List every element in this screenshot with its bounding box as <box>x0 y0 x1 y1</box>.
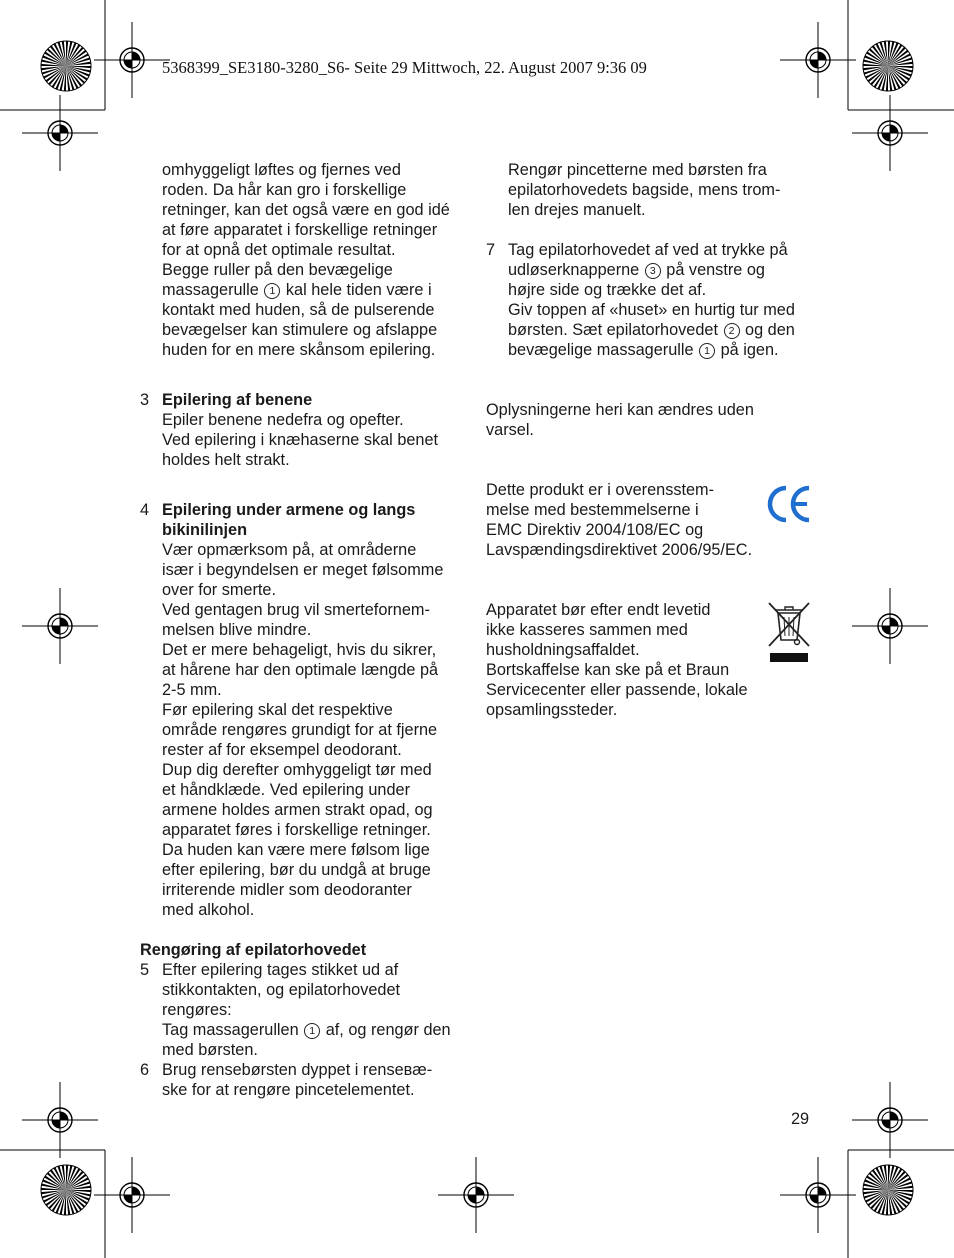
text-line: holdes helt strakt. <box>162 451 290 469</box>
print-slug: 5368399_SE3180-3280_S6- Seite 29 Mittwoch, 22. August 2007 9:36 09 <box>162 58 647 77</box>
text-line: Brug rensebørsten dyppet i renseвæ- <box>162 1061 433 1079</box>
starburst-target-icon <box>41 1165 91 1215</box>
text-line: roden. Da hår kan gro i forskellige <box>162 181 407 199</box>
text-line: rengøres: <box>162 1001 232 1019</box>
text-line: 2-5 mm. <box>162 681 222 699</box>
text-line: Tag epilatorhovedet af ved at trykke på <box>508 241 788 259</box>
text-line: husholdningsaffaldet. <box>486 641 640 659</box>
text-line: over for smerte. <box>162 581 277 599</box>
text-line: Da huden kan være mere følsom lige <box>162 841 430 859</box>
change-notice <box>486 400 816 440</box>
registration-mark-icon <box>852 1082 928 1158</box>
section-title: Epilering af benene <box>162 391 313 409</box>
registration-mark-icon <box>22 95 98 171</box>
text-line: Lavspændingsdirektivet 2006/95/EC. <box>486 541 753 559</box>
text-line: for at opnå det optimale resultat. <box>162 241 396 259</box>
ce-mark-icon <box>766 484 812 524</box>
registration-mark-icon <box>852 95 928 171</box>
text-line: at føre apparatet i forskellige retninger <box>162 221 438 239</box>
text-line: massagerulle 1 kal hele tiden være i <box>162 281 432 299</box>
text-line: Efter epilering tages stikket ud af <box>162 961 399 979</box>
text-line: børsten. Sæt epilatorhovedet 2 og den <box>508 321 795 339</box>
cleaning-heading: Rengøring af epilatorhovedet <box>140 941 367 959</box>
text-line: bevægelser kan stimulere og afslappe <box>162 321 438 339</box>
text-line: Apparatet bør efter endt levetid <box>486 601 711 619</box>
text-line: Servicecenter eller passende, lokale <box>486 681 748 699</box>
starburst-target-icon <box>863 1165 913 1215</box>
text-line: ikke kasseres sammen med <box>486 621 688 639</box>
section-title: bikinilinjen <box>162 521 248 539</box>
text-line: len drejes manuelt. <box>508 201 646 219</box>
text-line: Ved epilering i knæhaserne skal benet <box>162 431 439 449</box>
registration-mark-icon <box>780 1157 856 1233</box>
step-6 <box>140 1060 470 1100</box>
text-line: Oplysningerne heri kan ændres uden <box>486 401 754 419</box>
crossed-wheelie-bin-icon <box>766 600 812 666</box>
step-number: 5 <box>140 961 150 979</box>
text-line: EMC Direktiv 2004/108/EC og <box>486 521 704 539</box>
text-line: Vær opmærksom på, at områderne <box>162 541 417 559</box>
text-line: Tag massagerullen 1 af, og rengør den <box>162 1021 451 1039</box>
starburst-target-icon <box>41 41 91 91</box>
starburst-target-icon <box>863 41 913 91</box>
text-line: at hårene har den optimale længde på <box>162 661 439 679</box>
section-title: Epilering under armene og langs <box>162 501 416 519</box>
text-line: epilatorhovedets bagside, mens trom- <box>508 181 781 199</box>
left-column <box>140 160 470 1100</box>
text-line: opsamlingssteder. <box>486 701 618 719</box>
text-line: med børsten. <box>162 1041 258 1059</box>
text-line: bevægelige massagerulle 1 på igen. <box>508 341 779 359</box>
text-line: Giv toppen af «huset» en hurtig tur med <box>508 301 795 319</box>
text-line: område rengøres grundigt for at fjerne <box>162 721 438 739</box>
text-line: Før epilering skal det respektive <box>162 701 393 719</box>
step-number: 6 <box>140 1061 150 1079</box>
step-number: 3 <box>140 391 150 409</box>
text-line: højre side og trække det af. <box>508 281 707 299</box>
text-line: melse med bestemmelserne i <box>486 501 699 519</box>
text-line: Dette produkt er i overensstem- <box>486 481 715 499</box>
text-line: melsen blive mindre. <box>162 621 312 639</box>
continued-paragraph <box>140 160 470 360</box>
section-legs <box>140 390 470 470</box>
registration-mark-icon <box>852 588 928 664</box>
text-line: udløserknapperne 3 på venstre og <box>508 261 765 279</box>
registration-mark-icon <box>22 1082 98 1158</box>
text-line: især i begyndelsen er meget følsomme <box>162 561 444 579</box>
circled-number: 2 <box>724 323 740 339</box>
circled-number: 1 <box>304 1023 320 1039</box>
text-line: irriterende midler som deodoranter <box>162 881 412 899</box>
circled-number: 1 <box>264 283 280 299</box>
text-line: apparatet føres i forskellige retninger. <box>162 821 431 839</box>
text-line: Det er mere behageligt, hvis du sikrer, <box>162 641 437 659</box>
circled-number: 3 <box>645 263 661 279</box>
text-line: et håndklæde. Ved epilering under <box>162 781 411 799</box>
registration-mark-icon <box>438 1157 514 1233</box>
text-line: Dup dig derefter omhyggeligt tør med <box>162 761 432 779</box>
text-line: kontakt med huden, så de pulserende <box>162 301 435 319</box>
text-line: med alkohol. <box>162 901 255 919</box>
text-line: Rengør pincetterne med børsten fra <box>508 161 767 179</box>
text-line: Ved gentagen brug vil smertefornem- <box>162 601 430 619</box>
step-5 <box>140 960 470 1060</box>
circled-number: 1 <box>699 343 715 359</box>
text-line: retninger, kan det også være en god idé <box>162 201 450 219</box>
text-line: stikkontakten, og epilatorhovedet <box>162 981 401 999</box>
text-line: Bortskaffelse kan ske på et Braun <box>486 661 730 679</box>
text-line: ske for at rengøre pincetelementet. <box>162 1081 415 1099</box>
step-number: 4 <box>140 501 150 519</box>
page-number: 29 <box>791 1110 810 1128</box>
text-line: efter epilering, bør du undgå at bruge <box>162 861 431 879</box>
step-7 <box>486 240 816 360</box>
continued-paragraph <box>486 160 816 220</box>
text-line: omhyggeligt løftes og fjernes ved <box>162 161 401 179</box>
text-line: rester af for eksempel deodorant. <box>162 741 402 759</box>
text-line: varsel. <box>486 421 534 439</box>
text-line: Begge ruller på den bevægelige <box>162 261 393 279</box>
text-line: Epiler benene nedefra og opefter. <box>162 411 404 429</box>
registration-mark-icon <box>780 22 856 98</box>
section-underarms <box>140 500 470 920</box>
step-number: 7 <box>486 241 496 259</box>
text-line: armene holdes armen strakt opad, og <box>162 801 433 819</box>
text-line: huden for en mere skånsom epilering. <box>162 341 436 359</box>
registration-mark-icon <box>22 588 98 664</box>
